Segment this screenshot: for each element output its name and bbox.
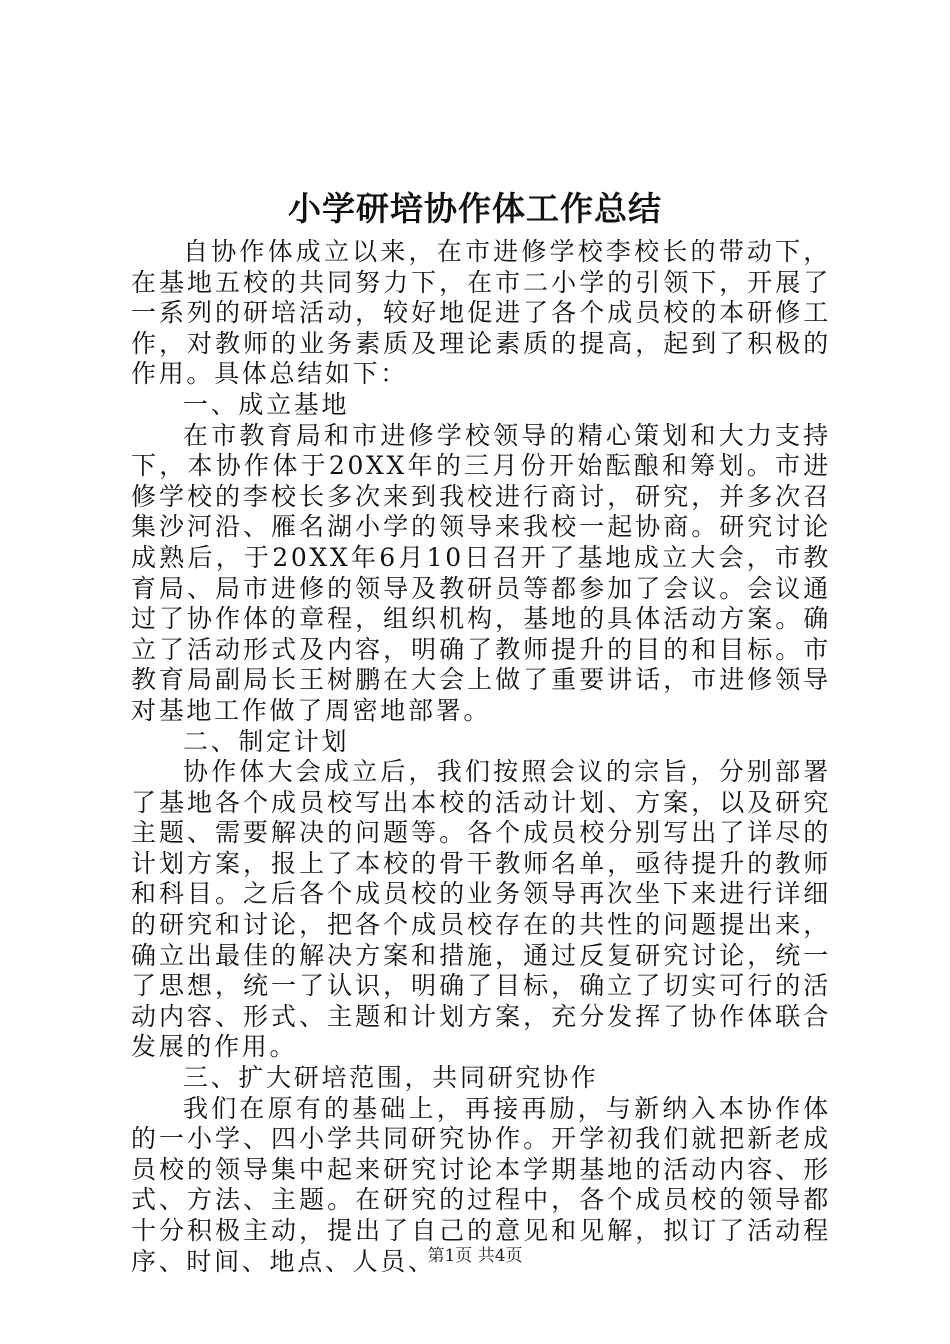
document-body: [131, 237, 831, 1277]
paragraph-section-1: 在市教育局和市进修学校领导的精心策划和大力支持下，本协作体于20XX年的三月份开始酝酿和筹划。市进修学校的李校长多次来到我校进行商讨，研究，并多次召集沙河沿、雁名湖小学的领导来我校一起协商。研究讨论成熟后，于20XX年6月10日召开了基地成立大会，市教育局、局市进修的领导及教研员等都参加了会议。会议通过了协作体的章程，组织机构，基地的具体活动方案。确立了活动形式及内容，明确了教师提升的目的和目标。市教育局副局长王树鹏在大会上做了重要讲话，市进修领导对基地工作做了周密地部署。: [131, 420, 831, 725]
section-heading-1: 一、成立基地: [183, 389, 350, 419]
paragraph-section-3: 我们在原有的基础上，再接再励，与新纳入本协作体的一小学、四小学共同研究协作。开学初我们就把新老成员校的领导集中起来研究讨论本学期基地的活动内容、形式、方法、主题。在研究的过程中，各个成员校的领导都十分积极主动，提出了自己的意见和见解，拟订了活动程序、时间、地点、人员、: [131, 1093, 831, 1276]
document-title: 小学研培协作体工作总结: [288, 189, 662, 228]
page-footer: 第1页 共4页: [427, 1246, 523, 1266]
section-heading-2: 二、制定计划: [183, 726, 350, 756]
section-heading-3: 三、扩大研培范围，共同研究协作: [183, 1063, 599, 1093]
paragraph-section-2: 协作体大会成立后，我们按照会议的宗旨，分别部署了基地各个成员校写出本校的活动计划、方案，以及研究主题、需要解决的问题等。各个成员校分别写出了详尽的计划方案，报上了本校的骨干教师名单，亟待提升的教师和科目。之后各个成员校的业务领导再次坐下来进行详细的研究和讨论，把各个成员校存在的共性的问题提出来，确立出最佳的解决方案和措施，通过反复研究讨论，统一了思想，统一了认识，明确了目标，确立了切实可行的活动内容、形式、主题和计划方案，充分发挥了协作体联合发展的作用。: [131, 757, 831, 1062]
paragraph-intro: 自协作体成立以来，在市进修学校李校长的带动下，在基地五校的共同努力下，在市二小学的引领下，开展了一系列的研培活动，较好地促进了各个成员校的本研修工作，对教师的业务素质及理论素质的提高，起到了积极的作用。具体总结如下：: [131, 237, 831, 389]
